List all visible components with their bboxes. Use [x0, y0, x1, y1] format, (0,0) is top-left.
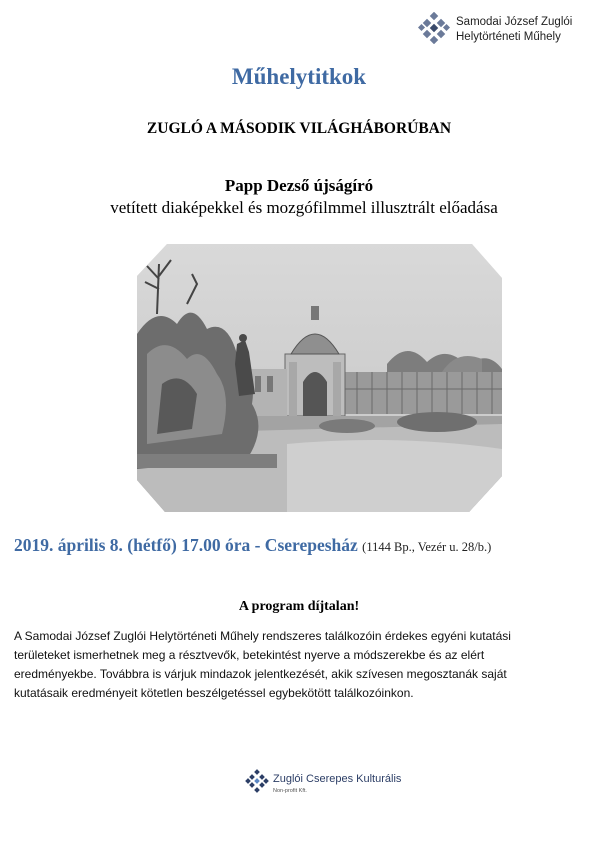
header-logo-line2: Helytörténeti Műhely: [456, 31, 561, 43]
samodai-logo-icon: [418, 12, 450, 44]
body-line: A Samodai József Zuglói Helytörténeti Műhely rendszeres találkozóin érdekes egyéni kutatási: [14, 629, 511, 643]
event-address: (1144 Bp., Vezér u. 28/b.): [362, 540, 492, 554]
body-line: területeket ismerhetnek meg a résztvevők, betekintést nyerve a módszerekbe és az elért: [14, 648, 485, 662]
header-logo-line1: Samodai József Zuglói: [456, 16, 573, 28]
lecture-title: ZUGLÓ A MÁSODIK VILÁGHÁBORÚBAN: [146, 120, 452, 137]
cserepes-logo-icon: [245, 769, 269, 793]
header-logo-text: [456, 15, 572, 45]
speaker: Papp Dezső újságíró: [224, 176, 374, 195]
event-info: [14, 535, 594, 556]
page-title: Műhelytitkok: [231, 64, 367, 89]
lecture-description: vetített diaképekkel és mozgófilmmel illusztrált előadása: [110, 198, 498, 217]
free-notice: A program díjtalan!: [238, 599, 360, 614]
historic-photo: [137, 244, 502, 512]
event-datetime-place: 2019. április 8. (hétfő) 17.00 óra - Cserepesház: [14, 535, 358, 555]
footer-logo-sub: Non-profit Kft.: [273, 788, 307, 794]
body-line: eredményekbe. Továbbra is várjuk mindazok jelentkezését, akik szívesen megosztanák saját: [14, 667, 507, 681]
footer-logo: [245, 769, 405, 799]
footer-logo-name: Zuglói Cserepes Kulturális: [273, 773, 402, 785]
body-line: kutatásaik eredményeit kötetlen beszélgetéssel egybekötött találkozóinkon.: [14, 686, 414, 700]
body-paragraph: [14, 627, 584, 703]
header-logo: [418, 12, 588, 48]
